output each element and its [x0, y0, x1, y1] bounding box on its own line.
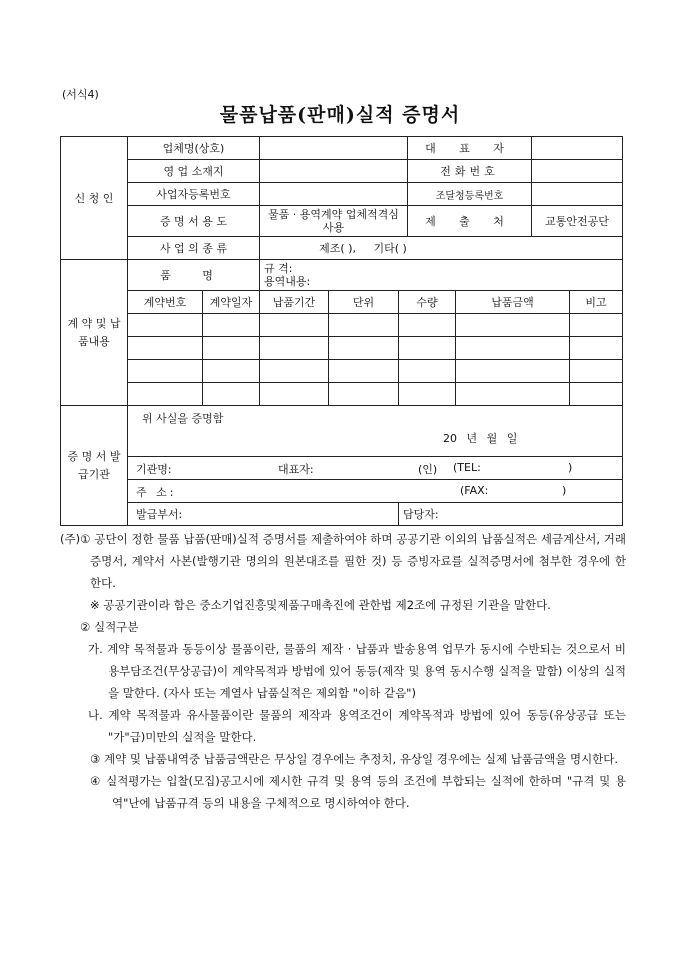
certify-block — [128, 406, 623, 457]
cell[interactable] — [128, 383, 203, 406]
org-label: 기관명: — [136, 463, 172, 476]
spec-label: 규 격: — [264, 262, 293, 275]
manager-cell[interactable] — [399, 503, 623, 526]
cell[interactable] — [128, 360, 203, 383]
col-unit: 단위 — [329, 291, 399, 314]
cell[interactable] — [203, 337, 260, 360]
table-row — [61, 337, 623, 360]
notes — [60, 528, 626, 814]
fax-label: (FAX: — [460, 484, 489, 497]
cell[interactable] — [456, 314, 570, 337]
cell[interactable] — [570, 360, 623, 383]
cell[interactable] — [399, 360, 456, 383]
cell[interactable] — [329, 337, 399, 360]
col-quantity: 수량 — [399, 291, 456, 314]
rep-label: 대 표 자 — [408, 137, 532, 160]
cell[interactable] — [399, 314, 456, 337]
note-2-na: 나. 계약 목적물과 유사물품이란 물품의 제작과 용역조건이 계약목적과 방법에 있어 동등(유상공급 또는 "가"급)미만의 실적을 말한다. — [88, 708, 626, 744]
purpose-label: 증 명 서 용 도 — [128, 206, 260, 237]
biztype-label: 사 업 의 종 류 — [128, 237, 260, 260]
addr-row — [128, 480, 623, 503]
item-label: 품 명 — [128, 260, 260, 291]
manager-label: 담당자: — [403, 508, 439, 521]
cell[interactable] — [329, 360, 399, 383]
cell[interactable] — [128, 314, 203, 337]
certify-text: 위 사실을 증명함 — [142, 412, 224, 425]
spec-field[interactable] — [260, 260, 623, 291]
col-amount: 납품금액 — [456, 291, 570, 314]
note-2: ② 실적구분 — [80, 620, 139, 634]
address-field[interactable] — [260, 160, 408, 183]
company-label: 업체명(상호) — [128, 137, 260, 160]
dept-label: 발급부서: — [136, 508, 183, 521]
table-row — [61, 360, 623, 383]
cell[interactable] — [203, 360, 260, 383]
page-title: 물품납품(판매)실적 증명서 — [219, 104, 461, 126]
submit-label: 제 출 처 — [408, 206, 532, 237]
seal-mark: (인) — [418, 463, 438, 476]
submit-value: 교통안전공단 — [532, 206, 623, 237]
purpose-value: 물품 · 용역계약 업체적격심사용 — [260, 206, 408, 237]
table-row — [61, 314, 623, 337]
cell[interactable] — [260, 383, 329, 406]
dept-cell[interactable] — [128, 503, 399, 526]
cell[interactable] — [203, 383, 260, 406]
col-contract-no: 계약번호 — [128, 291, 203, 314]
procno-field[interactable] — [532, 183, 623, 206]
form-number: (서식4) — [62, 88, 99, 101]
company-field[interactable] — [260, 137, 408, 160]
col-delivery-period: 납품기간 — [260, 291, 329, 314]
address-label: 영 업 소재지 — [128, 160, 260, 183]
bizno-label: 사업자등록번호 — [128, 183, 260, 206]
note-1: (주)① 공단이 정한 물품 납품(판매)실적 증명서를 제출하여야 하며 공공기관 이외의 납품실적은 세금계산서, 거래증명서, 계약서 사본(발행기관 명의의 원본대조를 필한 것) 등 증빙자료를 실적증명서에 첨부한 경우에 한 한다. — [60, 532, 626, 590]
cell[interactable] — [456, 337, 570, 360]
issuer-section-label: 증 명 서 발급기관 — [61, 406, 128, 526]
cell[interactable] — [260, 314, 329, 337]
procno-label: 조달청등록번호 — [408, 183, 532, 206]
rep-field[interactable] — [532, 137, 623, 160]
note-4: ④ 실적평가는 입찰(모집)공고시에 제시한 규격 및 용역 등의 조건에 부합되는 실적에 한하며 "규격 및 용역"난에 납품규격 등의 내용을 구체적으로 명시하여야 한다. — [90, 774, 626, 810]
cell[interactable] — [570, 337, 623, 360]
certificate-table — [60, 136, 623, 526]
cell[interactable] — [456, 383, 570, 406]
cell[interactable] — [260, 337, 329, 360]
note-2-ga: 가. 계약 목적물과 동등이상 물품이란, 물품의 제작 · 납품과 발송용역 업무가 동시에 수반되는 것으로서 비용부담조건(무상공급)이 계약목적과 방법에 있어 동등(제작 및 용역 동시수행 실적을 말함) 이상의 실적을 말한다. (자사 또는 계열사 납품실적은 제외함 "이하 같음") — [88, 642, 626, 700]
cell[interactable] — [456, 360, 570, 383]
applicant-section-label: 신 청 인 — [61, 137, 128, 260]
cell[interactable] — [570, 314, 623, 337]
tel-close: ) — [568, 461, 573, 474]
fax-close: ) — [562, 484, 567, 497]
note-3: ③ 계약 및 납품내역중 납품금액란은 무상일 경우에는 추정치, 유상일 경우에는 실제 납품금액을 명시한다. — [90, 752, 619, 766]
phone-field[interactable] — [532, 160, 623, 183]
service-label: 용역내용: — [264, 275, 311, 288]
issue-date[interactable]: 20 년 월 일 — [443, 432, 518, 445]
cell[interactable] — [203, 314, 260, 337]
note-1-sub: ※ 공공기관이라 함은 중소기업진흥및제품구매촉진에 관한법 제2조에 규정된 기관을 말한다. — [90, 598, 551, 612]
tel-label: (TEL: — [453, 461, 481, 474]
org-row — [128, 457, 623, 480]
cell[interactable] — [570, 383, 623, 406]
biztype-manufacture[interactable]: 제조( ), — [319, 242, 356, 255]
cell[interactable] — [329, 383, 399, 406]
table-row — [61, 383, 623, 406]
cell[interactable] — [399, 383, 456, 406]
biztype-field — [260, 237, 623, 260]
issuer-addr-label: 주 소: — [136, 486, 177, 499]
cell[interactable] — [399, 337, 456, 360]
bizno-field[interactable] — [260, 183, 408, 206]
cell[interactable] — [128, 337, 203, 360]
col-remarks: 비고 — [570, 291, 623, 314]
phone-label: 전화번호 — [408, 160, 532, 183]
cell[interactable] — [329, 314, 399, 337]
cell[interactable] — [260, 360, 329, 383]
col-contract-date: 계약일자 — [203, 291, 260, 314]
biztype-other[interactable]: 기타( ) — [373, 242, 407, 255]
contract-section-label: 계 약 및 납품내용 — [61, 260, 128, 406]
issuer-rep-label: 대표자: — [278, 463, 314, 476]
